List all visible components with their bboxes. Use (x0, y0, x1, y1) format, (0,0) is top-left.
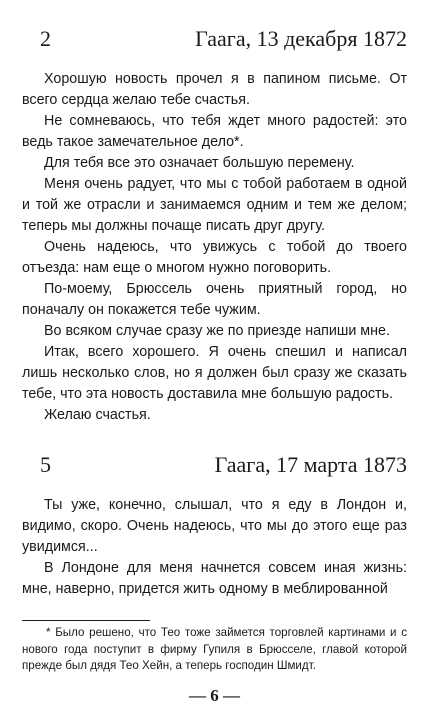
letter-place-date: Гаага, 17 марта 1873 (214, 452, 407, 477)
letter-body (22, 495, 407, 600)
letter-header (40, 452, 407, 486)
book-page (22, 0, 407, 715)
letter-header (40, 26, 407, 60)
page-number: — 6 — (189, 686, 240, 705)
paragraph: Не сомневаюсь, что тебя ждет много радостей: это ведь такое замечательное дело*. (22, 113, 407, 150)
footnote-text: * Было решено, что Тео тоже займется торговлей картинами и с нового года поступит в фирму Гупиля в Брюсселе, главой которой прежде был дядя Тео Хейн, а теперь господин Шмидт. (22, 626, 407, 672)
footnote (22, 625, 407, 675)
paragraph: Для тебя все это означает большую перемену. (44, 155, 355, 171)
paragraph: Меня очень радует, что мы с тобой работаем в одной и той же отрасли и занимаемся одним и тем же делом; теперь мы должны почаще писать друг другу. (22, 176, 407, 234)
paragraph: Очень надеюсь, что увижусь с тобой до твоего отъезда: нам еще о многом нужно поговорить. (22, 239, 407, 276)
letter-number: 2 (40, 26, 51, 51)
paragraph: Итак, всего хорошего. Я очень спешил и написал лишь несколько слов, но я должен был сразу же сказать тебе, что эта новость доставила мне большую радость. (22, 344, 407, 402)
paragraph: Ты уже, конечно, слышал, что я еду в Лондон и, видимо, скоро. Очень надеюсь, что мы до этого еще раз увидимся... (22, 497, 407, 555)
paragraph: По-моему, Брюссель очень приятный город, но поначалу он покажется тебе чужим. (22, 281, 407, 318)
letter-body (22, 69, 407, 426)
letter-number: 5 (40, 452, 51, 477)
letter-place-date: Гаага, 13 декабря 1872 (195, 26, 407, 51)
paragraph: Во всяком случае сразу же по приезде напиши мне. (44, 323, 390, 339)
paragraph: Желаю счастья. (44, 407, 151, 423)
paragraph: Хорошую новость прочел я в папином письме. От всего сердца желаю тебе счастья. (22, 71, 407, 108)
footnote-separator (22, 620, 150, 621)
paragraph: В Лондоне для меня начнется совсем иная жизнь: мне, наверно, придется жить одному в меблированной (22, 560, 407, 597)
